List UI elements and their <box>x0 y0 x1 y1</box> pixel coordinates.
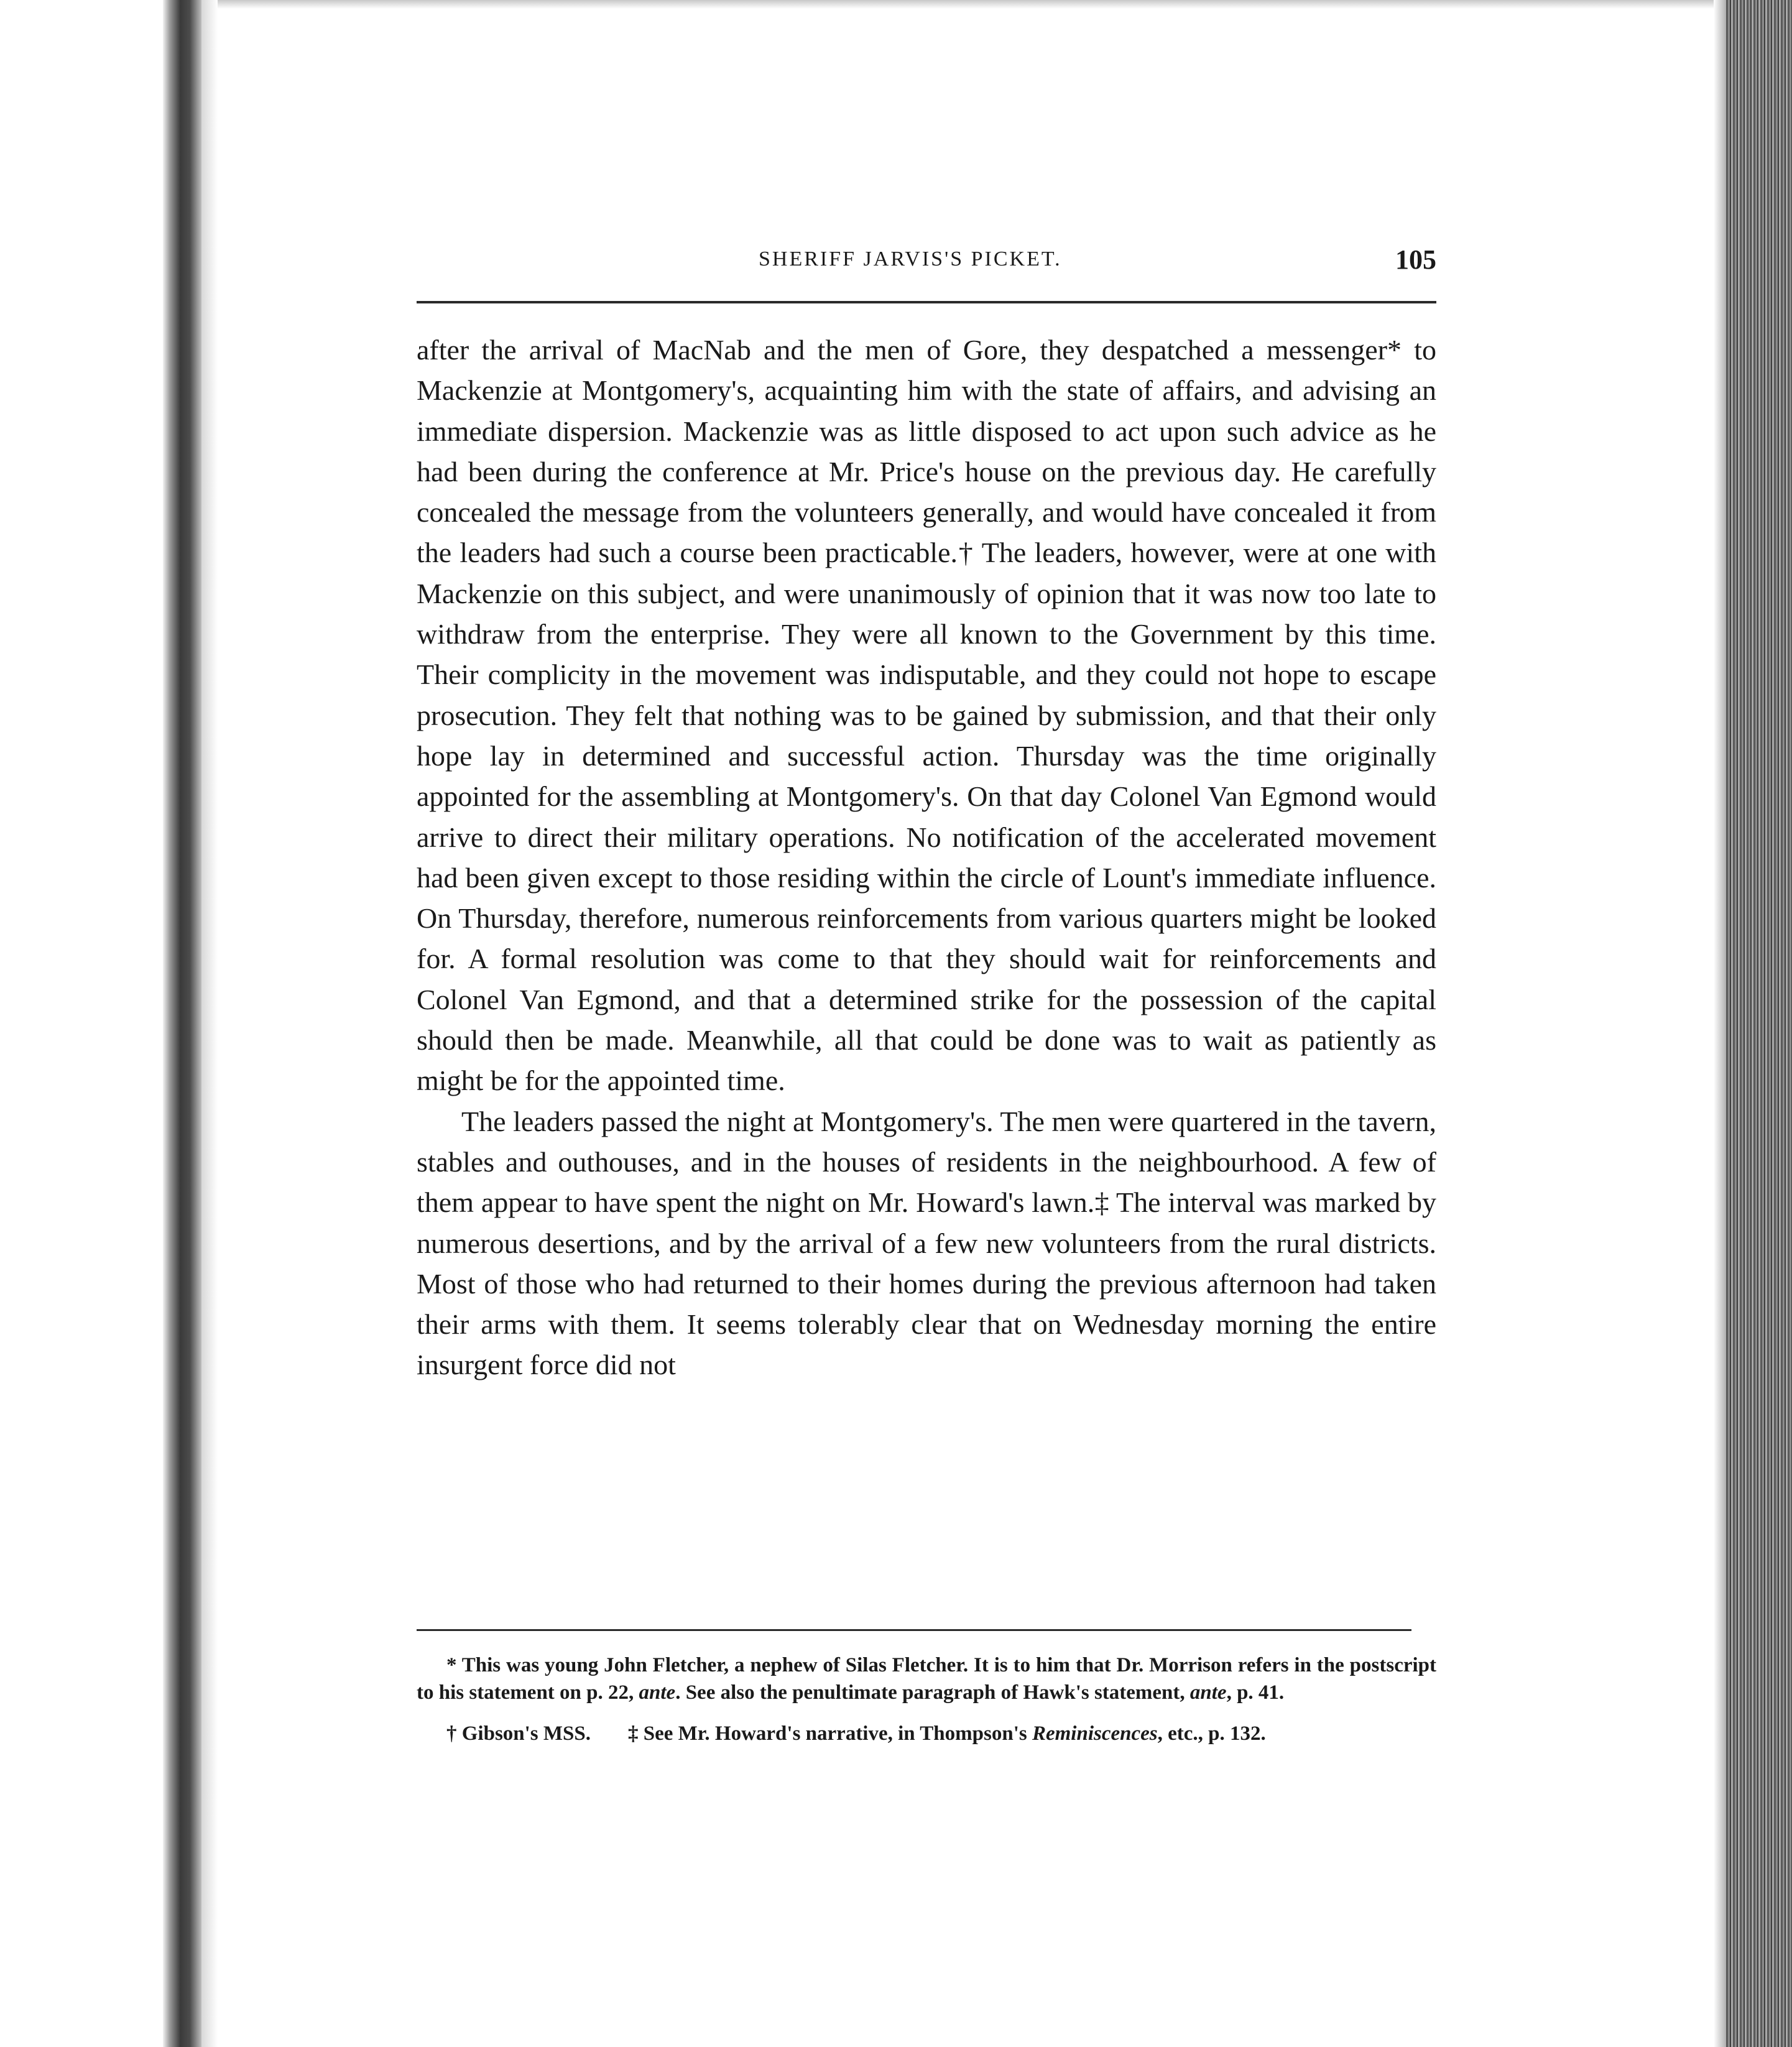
footnote-row <box>417 1720 1436 1747</box>
footnote-1-text-c: , p. 41. <box>1226 1681 1285 1704</box>
running-title: SHERIFF JARVIS'S PICKET. <box>759 247 1062 270</box>
footnote-1 <box>417 1652 1436 1706</box>
binding-gradient <box>201 0 218 2047</box>
top-edge-shade <box>218 0 1714 9</box>
page-stack-edge <box>1726 0 1792 2047</box>
footnote-2: † Gibson's MSS. <box>446 1722 591 1745</box>
footnote-1-text-a: * This was young John Fletcher, a nephew of Silas Fletcher. It is to him that Dr. Morrison refers in the postscript to his statement on p. 22, <box>417 1654 1436 1704</box>
footnotes <box>417 1652 1436 1747</box>
book-binding-shadow <box>163 0 201 2047</box>
footnote-3-italic: Reminiscences <box>1032 1722 1158 1745</box>
right-edge-shade <box>1714 0 1726 2047</box>
footnote-rule <box>417 1629 1411 1631</box>
paragraph-1: after the arrival of MacNab and the men of Gore, they despatched a messenger* to Mackenzie at Montgomery's, acquainting him with the state of affairs, and advising an immediate dispersion. Mackenzie was as little disposed to act upon such advice as he had been during the conference at Mr. Price's house on the previous day. He carefully concealed the message from the volunteers generally, and would have concealed it from the leaders had such a course been practicable.† The leaders, however, were at one with Mackenzie on this subject, and were unanimously of opinion that it was now too late to withdraw from the enterprise. They were all known to the Government by this time. Their complicity in the movement was indisputable, and they could not hope to escape prosecution. They felt that nothing was to be gained by submission, and that their only hope lay in determined and successful action. Thursday was the time originally appointed for the assembling at Montgomery's. On that day Colonel Van Egmond would arrive to direct their military operations. No notification of the accelerated movement had been given except to those residing within the circle of Lount's immediate influence. On Thursday, therefore, numerous reinforcements from various quarters might be looked for. A formal resolution was come to that they should wait for reinforcements and Colonel Van Egmond, and that a determined strike for the possession of the capital should then be made. Meanwhile, all that could be done was to wait as patiently as might be for the appointed time. <box>417 334 1436 1097</box>
footnote-3-text-a: ‡ See Mr. Howard's narrative, in Thompson's <box>628 1722 1032 1745</box>
paragraph-2: The leaders passed the night at Montgomery's. The men were quartered in the tavern, stables and outhouses, and in the houses of residents in the neighbourhood. A few of them appear to have spent the night on Mr. Howard's lawn.‡ The interval was marked by numerous desertions, and by the arrival of a few new volunteers from the rural districts. Most of those who had returned to their homes during the previous afternoon had taken their arms with them. It seems tolerably clear that on Wednesday morning the entire insurgent force did not <box>417 1105 1436 1381</box>
footnote-1-ante-b: ante <box>1189 1681 1227 1704</box>
footnote-3-text-b: , etc., p. 132. <box>1157 1722 1266 1745</box>
footnote-1-text-b: . See also the penultimate paragraph of Hawk's statement, <box>675 1681 1190 1704</box>
body-text <box>417 330 1436 1385</box>
header-rule <box>417 301 1436 303</box>
footnote-1-ante-a: ante <box>639 1681 676 1704</box>
page-number: 105 <box>1395 244 1436 275</box>
running-header <box>417 244 1436 281</box>
footnote-3 <box>628 1722 1266 1745</box>
